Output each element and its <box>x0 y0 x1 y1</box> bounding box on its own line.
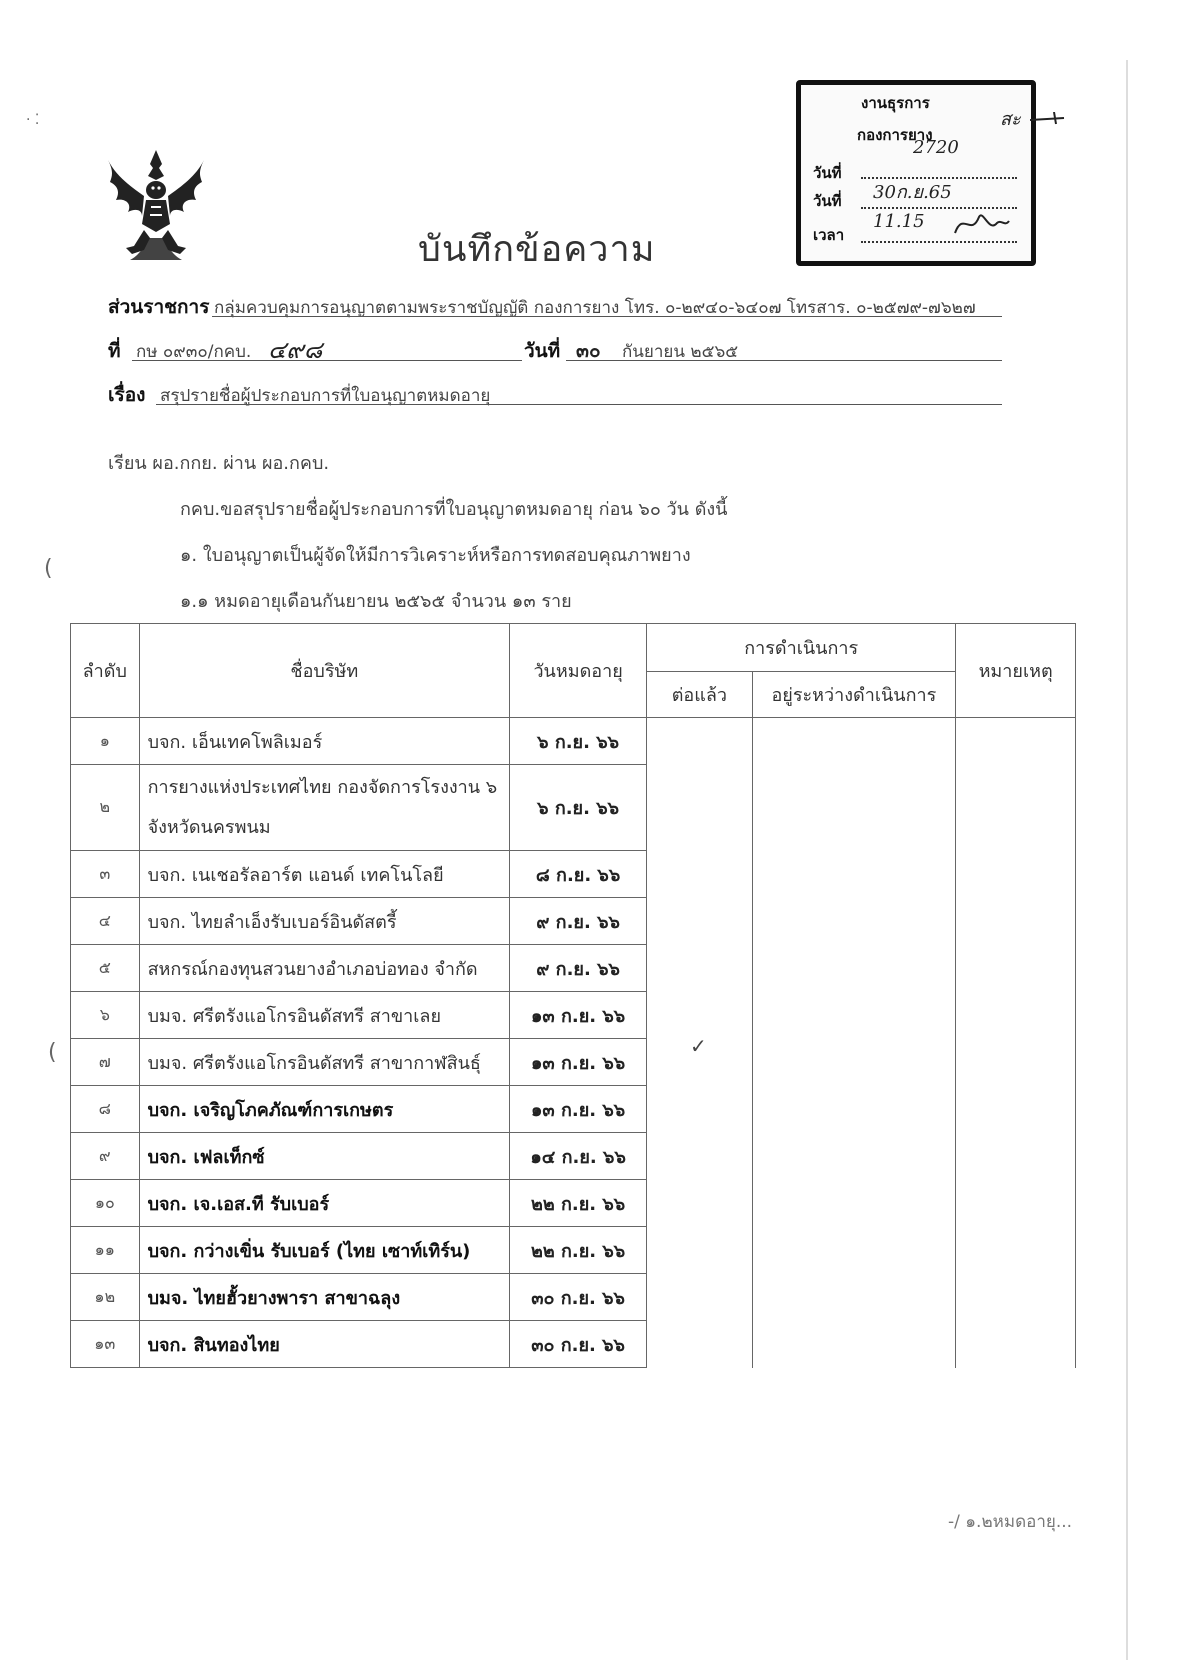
col-expiry-header: วันหมดอายุ <box>510 624 647 718</box>
reference-value: กษ ๐๙๓๐/กคบ. <box>136 342 252 362</box>
stamp-number: 2720 <box>913 137 959 158</box>
scan-speck: · ⁚ <box>26 112 40 128</box>
row-expiry: ๖ ก.ย. ๖๖ <box>510 718 647 765</box>
col-company-header: ชื่อบริษัท <box>139 624 509 718</box>
reference-underline <box>132 360 522 361</box>
continuation-note: -/ ๑.๒หมดอายุ... <box>948 1512 1073 1532</box>
row-company: บจก. เจ.เอส.ที รับเบอร์ <box>139 1180 509 1227</box>
garuda-emblem-icon <box>104 146 208 264</box>
row-company: บมจ. ศรีตรังแอโกรอินดัสทรี สาขาเลย <box>139 992 509 1039</box>
agency-value: กลุ่มควบคุมการอนุญาตตามพระราชบัญญัติ กองการยาง โทร. ๐-๒๙๔๐-๖๔๐๗ โทรสาร. ๐-๒๕๗๙-๗๖๒๗ <box>214 298 976 318</box>
row-expiry: ๖ ก.ย. ๖๖ <box>510 765 647 851</box>
agency-label: ส่วนราชการ <box>108 296 210 318</box>
agency-underline <box>212 316 1002 317</box>
col-remark-header: หมายเหตุ <box>956 624 1076 718</box>
row-expiry: ๙ ก.ย. ๖๖ <box>510 945 647 992</box>
row-no: ๗ <box>71 1039 140 1086</box>
row-expiry: ๓๐ ก.ย. ๖๖ <box>510 1321 647 1368</box>
stamp-date-label: วันที่ <box>813 192 842 210</box>
row-no: ๑๑ <box>71 1227 140 1274</box>
row-company: บจก. สินทองไทย <box>139 1321 509 1368</box>
check-mark-icon: ✓ <box>690 1034 707 1058</box>
stamp-time-label: เวลา <box>813 226 845 244</box>
subject-label: เรื่อง <box>108 384 146 406</box>
row-no: ๑๒ <box>71 1274 140 1321</box>
stamp-annotation-stroke-icon <box>1030 112 1066 126</box>
row-expiry: ๙ ก.ย. ๖๖ <box>510 898 647 945</box>
item-1-1: ๑.๑ หมดอายุเดือนกันยายน ๒๕๖๕ จำนวน ๑๓ ราย <box>180 591 572 612</box>
row-expiry: ๘ ก.ย. ๖๖ <box>510 851 647 898</box>
date-label: วันที่ <box>524 340 561 362</box>
row-company: บจก. เนเชอรัลอาร์ต แอนด์ เทคโนโลยี <box>139 851 509 898</box>
row-company: บจก. เอ็นเทคโพลิเมอร์ <box>139 718 509 765</box>
license-expiry-table <box>70 623 1076 1368</box>
row-no: ๑๐ <box>71 1180 140 1227</box>
row-company: บจก. กว่างเขิ่น รับเบอร์ (ไทย เซาท์เทิร์น) <box>139 1227 509 1274</box>
row-company: บจก. เจริญโภคภัณฑ์การเกษตร <box>139 1086 509 1133</box>
scan-speck: ( <box>48 1040 57 1065</box>
stamp-date: 30ก.ย.65 <box>873 182 952 203</box>
row-expiry: ๑๓ ก.ย. ๖๖ <box>510 1039 647 1086</box>
col-action-header: การดำเนินการ <box>647 624 956 672</box>
row-expiry: ๑๔ ก.ย. ๖๖ <box>510 1133 647 1180</box>
date-day: ๓๐ <box>576 340 601 362</box>
subject-underline <box>156 404 1002 405</box>
row-expiry: ๒๒ ก.ย. ๖๖ <box>510 1227 647 1274</box>
row-no: ๑๓ <box>71 1321 140 1368</box>
row-no: ๙ <box>71 1133 140 1180</box>
row-no: ๔ <box>71 898 140 945</box>
row-company: บจก. เฟลเท็กซ์ <box>139 1133 509 1180</box>
salutation: เรียน ผอ.กกย. ผ่าน ผอ.กคบ. <box>108 453 330 474</box>
item-1: ๑. ใบอนุญาตเป็นผู้จัดให้มีการวิเคราะห์หรือการทดสอบคุณภาพยาง <box>180 545 691 566</box>
intro-paragraph: กคบ.ขอสรุปรายชื่อผู้ประกอบการที่ใบอนุญาตหมดอายุ ก่อน ๖๐ วัน ดังนี้ <box>180 499 728 520</box>
row-company: บมจ. ศรีตรังแอโกรอินดัสทรี สาขากาฬสินธุ์ <box>139 1039 509 1086</box>
row-company: การยางแห่งประเทศไทย กองจัดการโรงงาน ๖ จังหวัดนครพนม <box>139 765 509 851</box>
row-company: บจก. ไทยลำเอ็งรับเบอร์อินดัสตรี้ <box>139 898 509 945</box>
row-no: ๒ <box>71 765 140 851</box>
row-in-progress-cell <box>752 718 956 1368</box>
subject-value: สรุปรายชื่อผู้ประกอบการที่ใบอนุญาตหมดอายุ <box>160 386 491 406</box>
row-expiry: ๓๐ ก.ย. ๖๖ <box>510 1274 647 1321</box>
row-company: บมจ. ไทยฮั้วยางพารา สาขาฉลุง <box>139 1274 509 1321</box>
stamp-label: วันที่ <box>813 164 842 182</box>
row-expiry: ๑๓ ก.ย. ๖๖ <box>510 992 647 1039</box>
document-title: บันทึกข้อความ <box>418 229 656 270</box>
reference-handwritten-number: ๔๙๘ <box>268 336 323 364</box>
stamp-signature-icon <box>951 203 1011 243</box>
col-renewed-header: ต่อแล้ว <box>647 672 752 718</box>
row-expiry: ๑๓ ก.ย. ๖๖ <box>510 1086 647 1133</box>
row-company: สหกรณ์กองทุนสวนยางอำเภอบ่อทอง จำกัด <box>139 945 509 992</box>
row-no: ๖ <box>71 992 140 1039</box>
row-no: ๕ <box>71 945 140 992</box>
table-row <box>71 718 1076 765</box>
table-header-row <box>71 624 1076 672</box>
row-no: ๑ <box>71 718 140 765</box>
date-value: กันยายน ๒๕๖๕ <box>622 342 739 362</box>
date-underline <box>566 360 1002 361</box>
row-no: ๘ <box>71 1086 140 1133</box>
row-expiry: ๒๒ ก.ย. ๖๖ <box>510 1180 647 1227</box>
col-in-progress-header: อยู่ระหว่างดำเนินการ <box>752 672 956 718</box>
stamp-office: งานธุรการ <box>861 94 930 112</box>
row-remark-cell <box>956 718 1076 1368</box>
scan-edge-line <box>1126 60 1128 1660</box>
stamp-time: 11.15 <box>873 211 925 232</box>
row-no: ๓ <box>71 851 140 898</box>
stamp-annotation: สะ <box>1000 109 1021 130</box>
reference-label: ที่ <box>108 340 121 362</box>
stamp-division: กองการยาง <box>857 126 933 144</box>
col-no-header: ลำดับ <box>71 624 140 718</box>
scan-speck: ( <box>44 556 53 581</box>
